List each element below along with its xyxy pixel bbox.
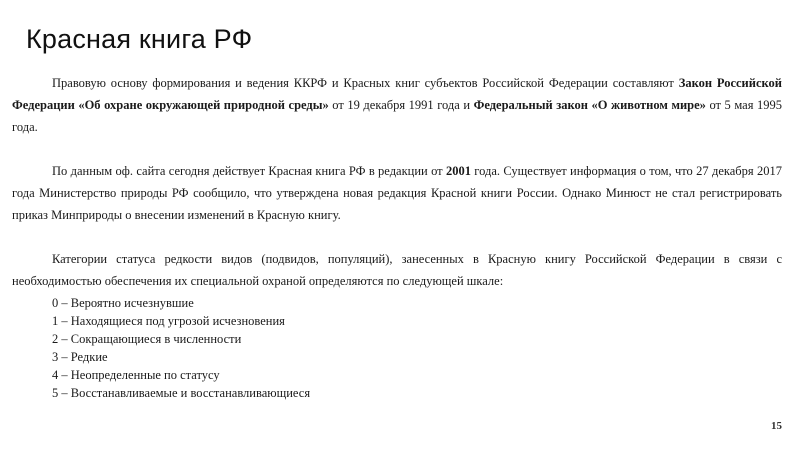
text: от 19 декабря 1991 года и	[328, 98, 474, 112]
text: Правовую основу формирования и ведения ККРФ и Красных книг субъектов Российской Федерации составляют	[52, 76, 679, 90]
edition-year: 2001	[445, 164, 471, 178]
text: от 5 мая 1995 года.	[12, 98, 782, 134]
slide-content	[12, 72, 782, 402]
page-number: 15	[771, 420, 782, 432]
list-item: 1 – Находящиеся под угрозой исчезновения	[52, 314, 285, 328]
text: По данным оф. сайта сегодня действует Красная книга РФ в редакции от	[52, 164, 446, 178]
list-item: 0 – Вероятно исчезнувшие	[52, 296, 194, 310]
list-item: 4 – Неопределенные по статусу	[52, 368, 220, 382]
law-environment: Закон Российской Федерации «Об охране окружающей природной среды»	[12, 76, 783, 112]
paragraph-categories: Категории статуса редкости видов (подвидов, популяций), занесенных в Красную книгу Российской Федерации в связи с необходимостью обеспечения их специальной охраной определяются по следующей шкале:	[12, 252, 782, 288]
text: года. Существует информация о том, что 27 декабря 2017 года Министерство природы РФ сообщило, что утверждена новая редакция Красной книги России. Однако Минюст не стал регистрировать приказ Минприроды о внесении изменений в Красную книгу.	[12, 164, 782, 222]
list-item: 5 – Восстанавливаемые и восстанавливающиеся	[52, 386, 311, 400]
list-item: 2 – Сокращающиеся в численности	[52, 332, 242, 346]
paragraph-current-edition	[12, 160, 782, 226]
list-item: 3 – Редкие	[52, 350, 108, 364]
status-scale-list	[12, 294, 782, 402]
slide-title: Красная книга РФ	[26, 24, 253, 54]
paragraph-legal-basis	[12, 72, 782, 138]
law-animals: Федеральный закон «О животном мире»	[473, 98, 706, 112]
